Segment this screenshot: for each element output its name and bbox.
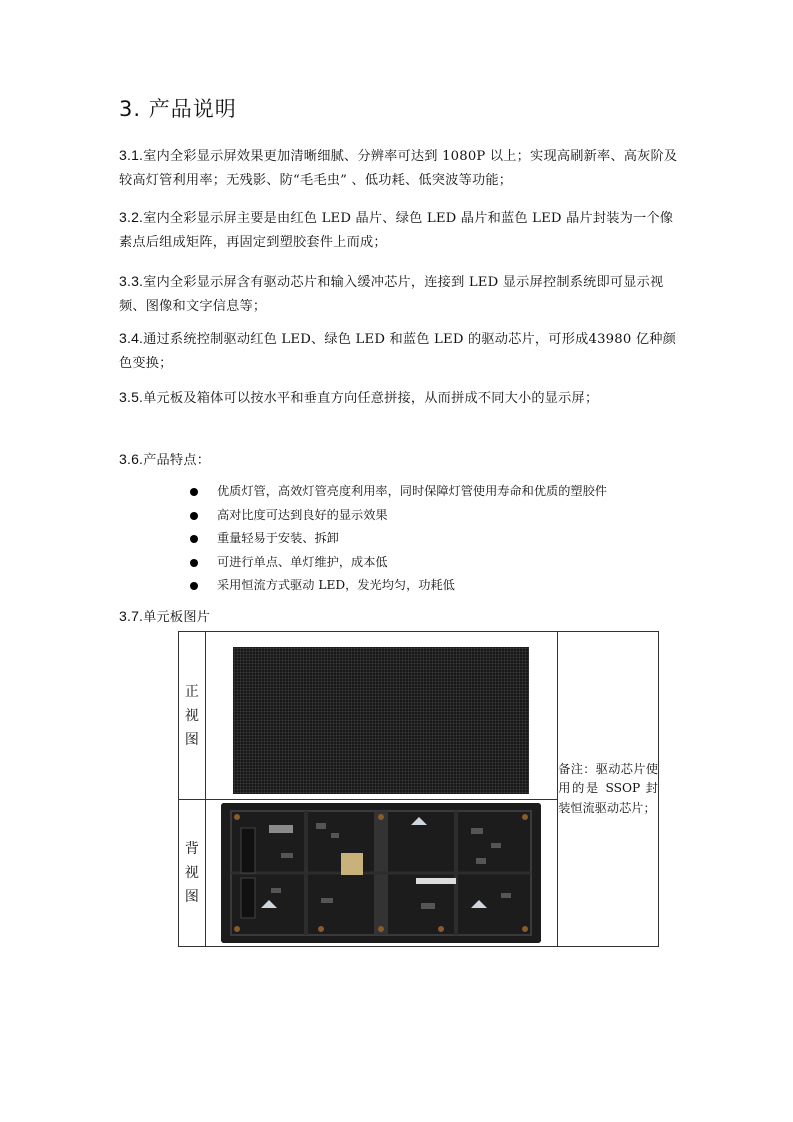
paragraph-3-2	[119, 205, 679, 255]
feature-list	[190, 480, 607, 598]
feature-item: 高对比度可达到良好的显示效果	[190, 504, 607, 528]
para-text: 产品特点：	[143, 453, 211, 468]
para-number: 3.3.	[119, 273, 144, 289]
pcb-back-drawing	[221, 803, 541, 943]
paragraph-3-1	[119, 143, 679, 193]
note-cell	[558, 632, 659, 947]
paragraph-3-4	[119, 326, 679, 376]
section-heading: 3. 产品说明	[119, 97, 237, 121]
led-panel-front-image	[233, 647, 529, 794]
bullet-dot-icon	[190, 559, 198, 567]
feature-item: 重量轻易于安装、拆卸	[190, 527, 607, 551]
paragraph-3-7	[119, 604, 679, 630]
para-number: 3.6.	[119, 451, 144, 467]
para-text: 单元板图片	[143, 610, 211, 625]
para-number: 3.7.	[119, 608, 144, 624]
para-text: 室内全彩显示屏含有驱动芯片和输入缓冲芯片，连接到 LED 显示屏控制系统即可显示视频、图像和文字信息等；	[119, 275, 664, 314]
led-panel-back-image	[221, 803, 541, 943]
paragraph-3-3	[119, 269, 679, 319]
panel-image-table	[178, 631, 659, 947]
para-number: 3.2.	[119, 209, 144, 225]
bullet-dot-icon	[190, 512, 198, 520]
para-text: 通过系统控制驱动红色 LED、绿色 LED 和蓝色 LED 的驱动芯片，可形成43980 亿种颜色变换；	[119, 332, 676, 371]
para-text: 室内全彩显示屏效果更加清晰细腻、分辨率可达到 1080P 以上；实现高刷新率、高灰阶及较高灯管利用率；无残影、防“毛毛虫” 、低功耗、低突波等功能；	[119, 149, 678, 188]
feature-item: 可进行单点、单灯维护，成本低	[190, 551, 607, 575]
para-text: 室内全彩显示屏主要是由红色 LED 晶片、绿色 LED 晶片和蓝色 LED 晶片封装为一个像素点后组成矩阵，再固定到塑胶套件上而成；	[119, 211, 674, 250]
bullet-dot-icon	[190, 488, 198, 496]
note-text: 备注：驱动芯片使用的是 SSOP 封装恒流驱动芯片；	[558, 761, 658, 815]
bullet-dot-icon	[190, 535, 198, 543]
front-view-label: 正 视 图	[179, 632, 206, 800]
para-number: 3.5.	[119, 389, 144, 405]
para-number: 3.4.	[119, 330, 144, 346]
bullet-dot-icon	[190, 582, 198, 590]
feature-item: 采用恒流方式驱动 LED，发光均匀，功耗低	[190, 574, 607, 598]
paragraph-3-5	[119, 385, 679, 411]
paragraph-3-6	[119, 447, 679, 473]
para-number: 3.1.	[119, 147, 144, 163]
front-view-cell	[205, 632, 557, 800]
back-view-label: 背 视 图	[179, 800, 206, 947]
para-text: 单元板及箱体可以按水平和垂直方向任意拼接，从而拼成不同大小的显示屏；	[143, 391, 599, 406]
feature-item: 优质灯管，高效灯管亮度利用率，同时保障灯管使用寿命和优质的塑胶件	[190, 480, 607, 504]
back-view-cell	[205, 800, 557, 947]
